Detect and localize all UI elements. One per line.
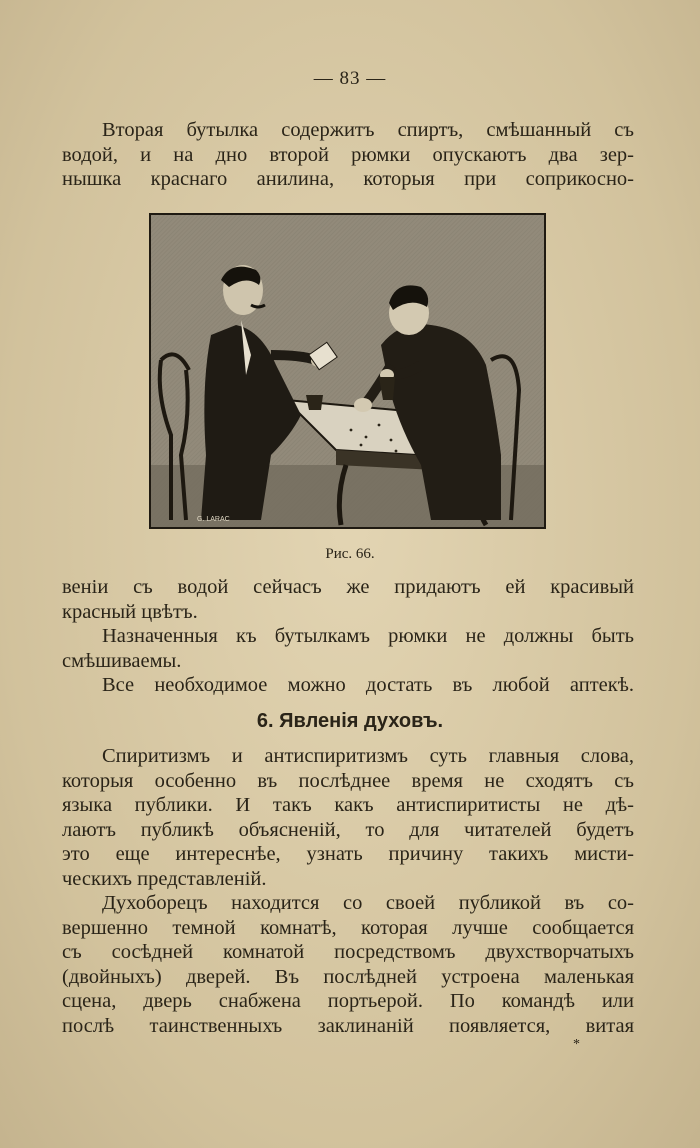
note-paragraph <box>62 624 634 673</box>
text-line: красный цвѣтъ. <box>62 600 198 623</box>
engraving-illustration <box>151 215 544 527</box>
text-line: это еще интереснѣе, узнать причину такихъ мисти- <box>62 843 634 866</box>
text-line: Духоборецъ находится со своей публикой въ со- <box>102 892 634 914</box>
text-line: веніи съ водой сейчасъ же придаютъ ей красивый <box>62 576 634 598</box>
text-line: Вторая бутылка содержитъ спиртъ, смѣшанный съ <box>102 119 634 141</box>
text-line: нышка краснаго анилина, которыя при соприкосно- <box>62 168 634 191</box>
artist-signature: G. LARAC <box>197 516 230 523</box>
text-line: смѣшиваемы. <box>62 649 182 672</box>
text-line: сцена, дверь снабжена портьерой. По командѣ или <box>62 990 634 1013</box>
text-line: ческихъ представленій. <box>62 867 267 890</box>
text-line: водой, и на дно второй рюмки опускаютъ два зер- <box>62 143 634 166</box>
text-line: (двойныхъ) дверей. Въ послѣдней устроена маленькая <box>62 965 634 988</box>
section-heading: 6. Явленія духовъ. <box>256 710 444 732</box>
text-line: Назначенныя къ бутылкамъ рюмки не должны быть <box>102 625 634 647</box>
text-line: съ сосѣдней комнатой посредствомъ двухстворчатыхъ <box>62 941 634 964</box>
text-line: которыя особенно въ послѣднее время не сходятъ съ <box>62 769 634 792</box>
figure-caption: Рис. 66. <box>325 546 375 562</box>
continuation-paragraph <box>62 575 634 624</box>
text-line: вершенно темной комнатѣ, которая лучше сообщается <box>62 916 634 939</box>
text-line: Спиритизмъ и антиспиритизмъ суть главныя слова, <box>102 745 634 767</box>
body-paragraph <box>62 744 634 892</box>
footer-mark: * <box>573 1037 580 1052</box>
illustration-figure <box>149 213 546 529</box>
body-paragraph <box>62 891 634 1039</box>
text-line: языка публики. И такъ какъ антиспиритисты не дѣ- <box>62 794 634 817</box>
top-paragraph <box>62 118 634 192</box>
text-line: лаютъ публикѣ объясненій, то для читателей будетъ <box>62 818 634 841</box>
text-line: послѣ таинственныхъ заклинаній появляется, витая <box>62 1014 634 1037</box>
text-line: Все необходимое можно достать въ любой аптекѣ. <box>102 674 634 696</box>
note-paragraph <box>62 673 634 698</box>
page-number: — 83 — <box>313 68 387 89</box>
